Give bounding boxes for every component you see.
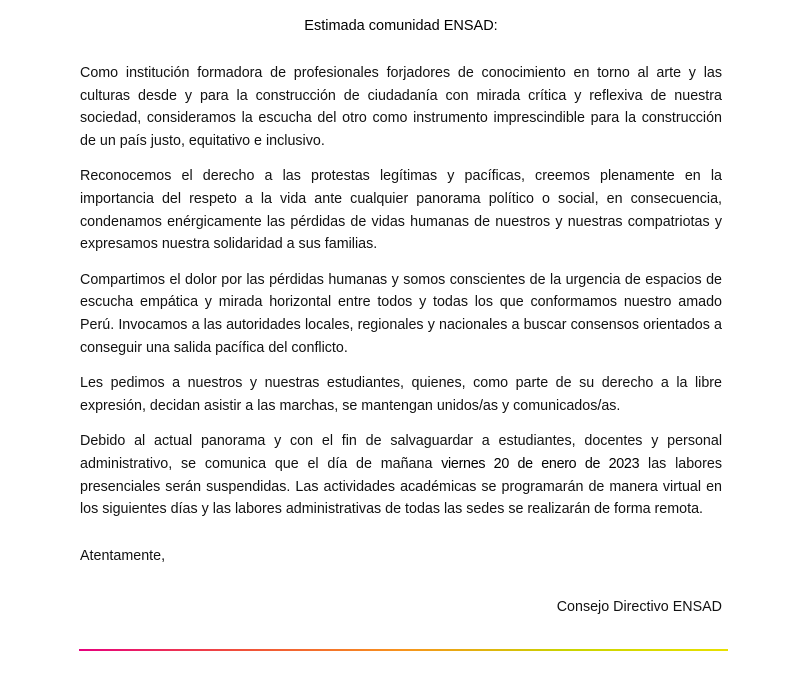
paragraph-announcement (80, 430, 722, 520)
signature: Consejo Directivo ENSAD (556, 598, 722, 615)
announcement-date: viernes 20 de enero de 2023 (441, 455, 640, 472)
announcement-text-before: Debido al actual panorama y con el fin de salvaguardar a estudiantes, docentes y personal administrativo, se comunica que el día de mañana (80, 433, 722, 472)
paragraph-3: Compartimos el dolor por las pérdidas humanas y somos conscientes de la urgencia de espacios de escucha empática y mirada horizontal entre todos y todas los que conformamos nuestro amado Perú. Invocamos a las autoridades locales, regionales y nacionales a buscar consensos orientados a conseguir una salida pacífica del conflicto. (80, 271, 722, 356)
letter-heading: Estimada comunidad ENSAD: (304, 18, 498, 34)
gradient-divider (79, 649, 728, 651)
closing: Atentamente, (80, 547, 166, 564)
paragraph-2: Reconocemos el derecho a las protestas legítimas y pacíficas, creemos plenamente en la importancia del respeto a la vida ante cualquier panorama político o social, en consecuencia, condenamos enérgicamente las pérdidas de vidas humanas de nuestros y nuestras compatriotas y expresamos nuestra solidaridad a sus familias. (80, 168, 722, 253)
letter-body (80, 18, 722, 615)
paragraph-1: Como institución formadora de profesionales forjadores de conocimiento en torno al arte y las culturas desde y para la construcción de ciudadanía con mirada crítica y reflexiva de nuestra sociedad, consideramos la escucha del otro como instrumento imprescindible para la construcción de un país justo, equitativo e inclusivo. (80, 65, 722, 149)
paragraph-4: Les pedimos a nuestros y nuestras estudiantes, quienes, como parte de su derecho a la libre expresión, decidan asistir a las marchas, se mantengan unidos/as y comunicados/as. (80, 375, 722, 414)
announcement-text-after: las labores presenciales serán suspendidas. Las actividades académicas se programarán de manera virtual en los siguientes días y las labores administrativas de todas las sedes se realizarán de forma remota. (80, 455, 722, 518)
